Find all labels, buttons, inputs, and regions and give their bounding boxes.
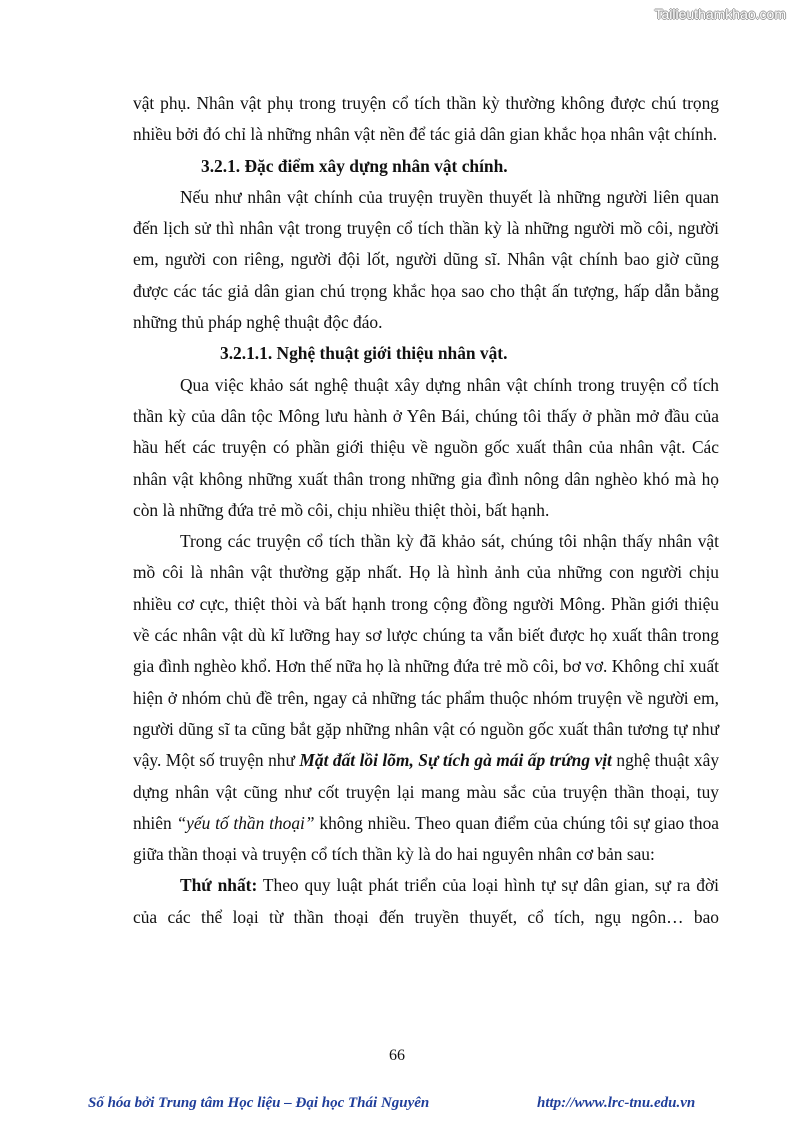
paragraph-text: không nhiều. Theo quan điểm của chúng tôi sự giao thoa giữa thần thoại và truyện cổ tích thần kỳ là do hai nguyên nhân cơ bản sau:	[133, 812, 719, 865]
paragraph-text: nghệ thuật xây dựng nhân vật cũng như cốt truyện lại mang màu sắc của truyện thần thoại, tuy nhiên	[133, 750, 720, 833]
footer-url: http://www.lrc-tnu.edu.vn	[537, 1095, 696, 1111]
subsection-heading: 3.2.1.1. Nghệ thuật giới thiệu nhân vật.	[220, 343, 508, 364]
paragraph-text: Trong các truyện cổ tích thần kỳ đã khảo sát, chúng tôi nhận thấy nhân vật mồ côi là nhân vật thường gặp nhất. Họ là hình ảnh của những con người chịu nhiều cơ cực, thiệt thòi và bất hạnh trong cộng đồng người Mông. Phần giới thiệu về các nhân vật dù kĩ lưỡng hay sơ lược chúng ta vẫn biết được họ xuất thân trong gia đình nghèo khổ. Hơn thế nữa họ là những đứa trẻ mồ côi, bơ vơ. Không chỉ xuất hiện ở nhóm chủ đề trên, ngay cả những tác phẩm thuộc nhóm truyện về người em, người dũng sĩ ta cũng bắt gặp những nhân vật có nguồn gốc xuất thân tương tự như vậy. Một số truyện như	[133, 531, 719, 771]
title-separator: ,	[409, 750, 419, 771]
paragraph: Qua việc khảo sát nghệ thuật xây dựng nhân vật chính trong truyện cổ tích thần kỳ của dân tộc Mông lưu hành ở Yên Bái, chúng tôi thấy ở phần mở đầu của hầu hết các truyện có phần giới thiệu về nguồn gốc xuất thân của nhân vật. Các nhân vật không những xuất thân trong những gia đình nông dân nghèo khó mà họ còn là những đứa trẻ mồ côi, chịu nhiều thiệt thòi, bất hạnh.	[133, 374, 719, 520]
section-heading: 3.2.1. Đặc điểm xây dựng nhân vật chính.	[201, 155, 508, 176]
watermark: Tailieuthamkhao.com	[654, 6, 786, 22]
document-body	[133, 88, 719, 933]
quoted-term: “yếu tố thần thoại”	[176, 812, 315, 833]
paragraph-continuation: vật phụ. Nhân vật phụ trong truyện cổ tích thần kỳ thường không được chú trọng nhiều bởi đó chỉ là những nhân vật nền để tác giả dân gian khắc họa nhân vật chính.	[133, 93, 719, 145]
story-title: Mặt đất lồi lõm	[299, 750, 410, 771]
page-number: 66	[389, 1047, 405, 1064]
paragraph	[133, 870, 719, 933]
story-title: Sự tích gà mái ấp trứng vịt	[418, 750, 612, 771]
paragraph-text: Theo quy luật phát triển của loại hình tự sự dân gian, sự ra đời của các thể loại từ thần thoại đến truyền thuyết, cổ tích, ngụ ngôn… bao	[133, 875, 719, 927]
paragraph	[133, 526, 719, 870]
footer-credit: Số hóa bởi Trung tâm Học liệu – Đại học Thái Nguyên	[88, 1095, 430, 1111]
paragraph-label: Thứ nhất:	[180, 875, 258, 896]
paragraph: Nếu như nhân vật chính của truyện truyền thuyết là những người liên quan đến lịch sử thì nhân vật trong truyện cổ tích thần kỳ là những người mồ côi, người em, người con riêng, người đội lốt, người dũng sĩ. Nhân vật chính bao giờ cũng được các tác giả dân gian chú trọng khắc họa sao cho thật ấn tượng, hấp dẫn bằng những thủ pháp nghệ thuật độc đáo.	[133, 186, 719, 333]
